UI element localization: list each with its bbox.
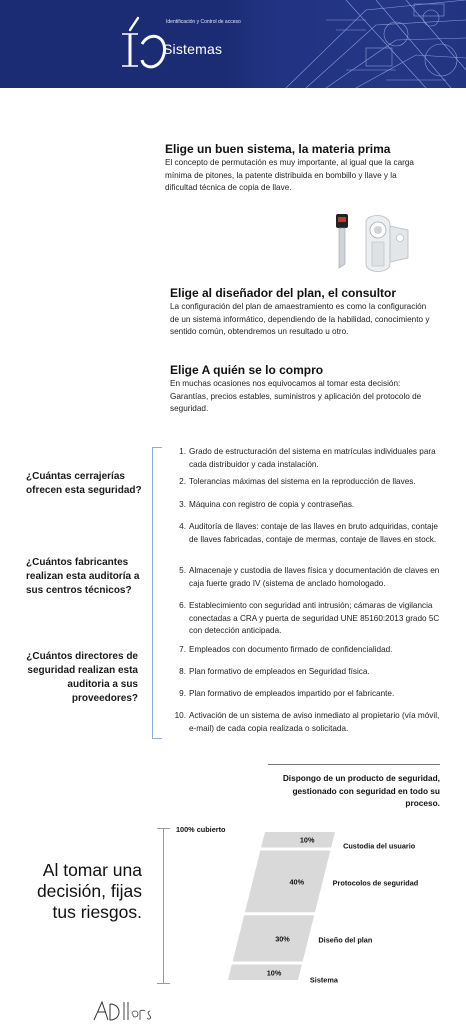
list-item: 6. Establecimiento con seguridad anti intrusión; cámaras de vigilancia conectadas a CRA y puerta de seguridad UNE 85160:2013 grado 5C con detección anticipada.: [179, 601, 440, 635]
list-item: 10. Activación de un sistema de aviso inmediato al propietario (vía móvil, e-mail) de cada copia realizada o solicitada.: [174, 711, 440, 733]
section-title: Elige al diseñador del plan, el consultor: [170, 286, 397, 300]
question-manufacturers: ¿Cuántos fabricantes realizan esta auditoría a sus centros técnicos?: [26, 557, 140, 596]
section-body: La configuración del plan de amaestramiento es como la configuración de un sistema informático, dependiendo de la habilidad, conocimiento y sentido común, obtendremos un resultado u otro.: [170, 302, 430, 336]
list-item: 1. Grado de estructuración del sistema en matrículas individuales para cada distribuidor y cada instalación.: [179, 447, 436, 469]
bar-value-label: 10%: [299, 835, 315, 845]
list-item: 4. Auditoría de llaves: contaje de las llaves en bruto adquiridas, contaje de llaves fabricadas, contaje de mermas, contaje de llaves en stock.: [179, 522, 438, 544]
bar-value-label: 40%: [289, 877, 305, 887]
stack-bar: [228, 965, 302, 980]
section-body: En muchas ocasiones nos equivocamos al tomar esta decisión: Garantías, precios estables, suministros y aplicación del protocolo de seguridad.: [170, 379, 422, 413]
bar-category-label: Sistema: [309, 975, 338, 985]
list-item: 2. Tolerancias máximas del sistema en la reproducción de llaves.: [179, 477, 416, 486]
section-body: El concepto de permutación es muy importante, al igual que la carga mínima de pitones, la patente distribuida en bombillo y llave y la dificultad técnica de copia de llave.: [165, 158, 414, 192]
stack-bar: [261, 832, 335, 847]
security-claim: Dispongo de un producto de seguridad, gestionado con seguridad en todo su proceso.: [282, 773, 440, 808]
stack-bar: [245, 850, 330, 912]
brand-name: Sistemas: [163, 41, 223, 57]
stack-bar: [233, 915, 315, 961]
bar-category-label: Protocolos de seguridad: [332, 878, 419, 888]
list-item: 7. Empleados con documento firmado de confidencialidad.: [179, 645, 393, 654]
list-item: 9. Plan formativo de empleados impartido por el fabricante.: [179, 689, 395, 698]
question-locksmiths: ¿Cuántas cerrajerías ofrecen esta seguridad?: [26, 471, 142, 496]
brand-subtitle: Identificación y Control de acceso: [166, 19, 241, 25]
bar-category-label: Diseño del plan: [318, 935, 373, 945]
coverage-label: 100% cubierto: [176, 825, 226, 834]
question-security-directors: ¿Cuántos directores de seguridad realizan esta auditoria a sus proveedores?: [26, 651, 138, 704]
section-title: Elige A quién se lo compro: [170, 363, 324, 377]
signature-logo: [92, 998, 152, 1024]
list-item: 8. Plan formativo de empleados en Seguridad física.: [179, 667, 370, 676]
list-item: 3. Máquina con registro de copia y contraseñas.: [179, 500, 355, 509]
section-title: Elige un buen sistema, la materia prima: [165, 142, 391, 156]
list-item: 5. Almacenaje y custodia de llaves física y documentación de claves en caja fuerte grado IV (sistema de anclado homologado.: [179, 566, 440, 588]
bar-category-label: Custodia del usuario: [343, 841, 416, 851]
bar-value-label: 10%: [266, 968, 282, 978]
headline-risk: Al tomar una decisión, fijas tus riesgos.: [36, 860, 142, 922]
bar-value-label: 30%: [275, 934, 290, 944]
